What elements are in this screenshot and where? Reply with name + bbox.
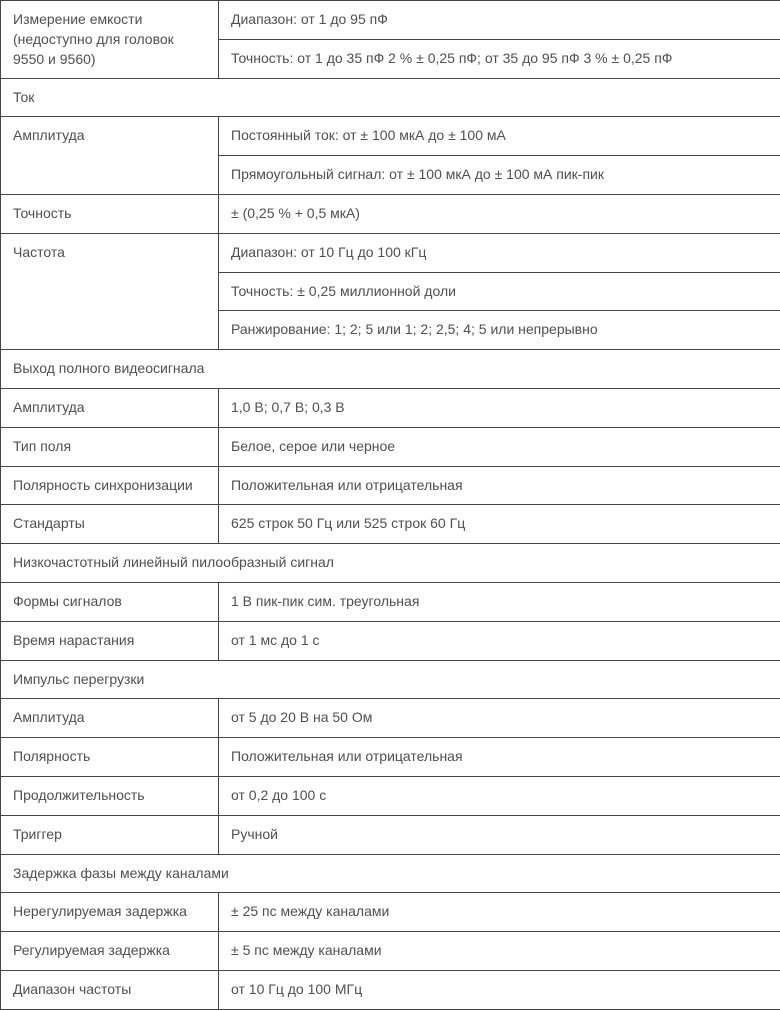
table-row [1,427,780,466]
section-header-cell: Задержка фазы между каналами [1,854,780,893]
spec-label-cell: Точность [1,194,219,233]
spec-label-cell: Продолжительность [1,776,219,815]
spec-value-cell: 1,0 В; 0,7 В; 0,3 В [219,388,780,427]
table-row [1,117,780,156]
spec-label-cell: Диапазон частоты [1,970,219,1009]
spec-value-cell: Точность: от 1 до 35 пФ 2 % ± 0,25 пФ; от 35 до 95 пФ 3 % ± 0,25 пФ [219,39,780,78]
spec-label-cell: Амплитуда [1,388,219,427]
spec-value-cell: от 1 мс до 1 с [219,621,780,660]
table-row [1,194,780,233]
section-row [1,544,780,583]
spec-label-cell: Триггер [1,815,219,854]
table-row [1,505,780,544]
table-row [1,621,780,660]
spec-value-cell: Положительная или отрицательная [219,466,780,505]
table-row [1,776,780,815]
spec-value-cell: Постоянный ток: от ± 100 мкА до ± 100 мА [219,117,780,156]
spec-label-cell: Формы сигналов [1,582,219,621]
spec-value-cell: ± 25 пс между каналами [219,893,780,932]
spec-label-cell: Полярность синхронизации [1,466,219,505]
section-row [1,660,780,699]
spec-value-cell: Ранжирование: 1; 2; 5 или 1; 2; 2,5; 4; 5 или непрерывно [219,311,780,350]
spec-label-cell: Стандарты [1,505,219,544]
section-row [1,854,780,893]
spec-value-cell: Положительная или отрицательная [219,738,780,777]
spec-value-cell: ± 5 пс между каналами [219,932,780,971]
section-header-cell: Импульс перегрузки [1,660,780,699]
spec-label-cell: Тип поля [1,427,219,466]
table-row [1,699,780,738]
spec-value-cell: 1 В пик-пик сим. треугольная [219,582,780,621]
spec-value-cell: Ручной [219,815,780,854]
spec-value-cell: Прямоугольный сигнал: от ± 100 мкА до ± 100 мА пик-пик [219,156,780,195]
spec-value-cell: Диапазон: от 1 до 95 пФ [219,1,780,40]
section-header-cell: Ток [1,78,780,117]
table-row [1,233,780,272]
table-row [1,893,780,932]
section-row [1,350,780,389]
table-row [1,970,780,1009]
spec-label-cell: Амплитуда [1,117,219,195]
section-header-cell: Выход полного видеосигнала [1,350,780,389]
spec-label-cell: Амплитуда [1,699,219,738]
spec-label-cell: Измерение емкости (недоступно для головок 9550 и 9560) [1,1,219,79]
spec-label-cell: Регулируемая задержка [1,932,219,971]
table-row [1,582,780,621]
spec-label-cell: Полярность [1,738,219,777]
table-row [1,1,780,40]
section-header-cell: Низкочастотный линейный пилообразный сигнал [1,544,780,583]
spec-value-cell: Белое, серое или черное [219,427,780,466]
table-row [1,388,780,427]
spec-label-cell: Частота [1,233,219,349]
table-row [1,738,780,777]
spec-label-cell: Нерегулируемая задержка [1,893,219,932]
section-row [1,78,780,117]
spec-value-cell: от 0,2 до 100 с [219,776,780,815]
spec-value-cell: 625 строк 50 Гц или 525 строк 60 Гц [219,505,780,544]
spec-value-cell: Точность: ± 0,25 миллионной доли [219,272,780,311]
spec-value-cell: от 5 до 20 В на 50 Ом [219,699,780,738]
spec-value-cell: Диапазон: от 10 Гц до 100 кГц [219,233,780,272]
spec-label-cell: Время нарастания [1,621,219,660]
table-row [1,815,780,854]
spec-value-cell: от 10 Гц до 100 МГц [219,970,780,1009]
table-row [1,466,780,505]
table-row [1,932,780,971]
spec-value-cell: ± (0,25 % + 0,5 мкА) [219,194,780,233]
